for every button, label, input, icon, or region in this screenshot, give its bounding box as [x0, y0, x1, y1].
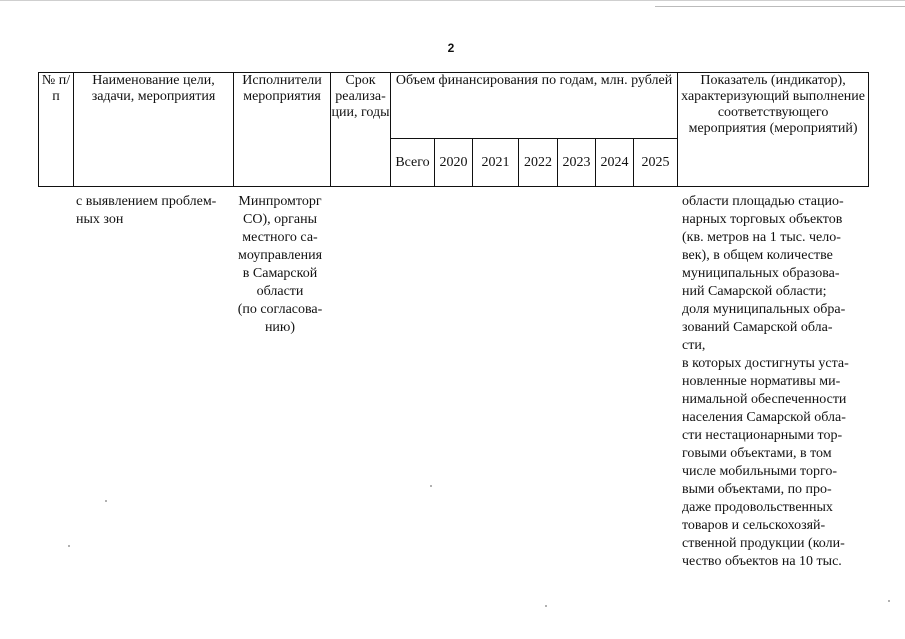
text-line: (кв. метров на 1 тыс. чело- — [682, 230, 841, 245]
header-total: Всего — [391, 139, 435, 187]
text-line: СО), органы — [243, 212, 317, 227]
scan-edge — [0, 0, 905, 4]
text-line: моуправления — [237, 248, 323, 263]
text-line: числе мобильными торго- — [682, 464, 838, 479]
header-funding: Объем финансирования по годам, млн. рублей — [391, 73, 678, 139]
text-line: даже продовольственных — [682, 500, 833, 515]
header-year: 2022 — [519, 139, 558, 187]
header-year: 2023 — [558, 139, 596, 187]
scan-artifact-line — [655, 6, 905, 7]
text-line: доля муниципальных обра- — [682, 302, 846, 317]
text-line: ний Самарской области; — [682, 284, 827, 299]
scan-speck — [105, 500, 107, 502]
row-name — [76, 193, 236, 229]
text-line: новленные нормативы ми- — [682, 374, 841, 389]
text-line: нарных торговых объектов — [682, 212, 843, 227]
scan-speck — [888, 600, 890, 602]
header-executors: Исполнители мероприятия — [234, 73, 331, 187]
text-line: зований Самарской обла- — [682, 320, 833, 335]
text-line: ственной продукции (коли- — [682, 536, 845, 551]
text-line: области площадью стацио- — [682, 194, 844, 209]
text-line: местного са- — [242, 230, 318, 245]
header-year: 2021 — [473, 139, 519, 187]
text-line: (по согласова- — [237, 302, 323, 317]
text-line: век), в общем количестве — [682, 248, 833, 263]
text-line: в которых достигнуты уста- — [682, 356, 849, 371]
text-line: нимальной обеспеченности — [682, 392, 847, 407]
header-year: 2024 — [596, 139, 634, 187]
text-line: сти нестационарными тор- — [682, 428, 843, 443]
text-line: товаров и сельскохозяй- — [682, 518, 826, 533]
page-number: 2 — [447, 41, 455, 55]
header-num: № п/п — [39, 73, 74, 187]
text-line: области — [256, 284, 304, 299]
text-line: населения Самарской обла- — [682, 410, 846, 425]
row-executors — [228, 193, 332, 337]
text-line: в Самарской — [242, 266, 318, 281]
text-line: выми объектами, по про- — [682, 482, 832, 497]
text-line: ных зон — [76, 212, 124, 227]
scan-speck — [545, 605, 547, 607]
text-line: Минпромторг — [238, 194, 322, 209]
table-header — [38, 72, 869, 187]
text-line: с выявлением проблем- — [76, 194, 217, 209]
text-line: говыми объектами, в том — [682, 446, 832, 461]
header-year: 2025 — [634, 139, 678, 187]
header-indicator: Показатель (индикатор), характеризующий выполнение соответствующего мероприятия (мероприятий) — [678, 73, 869, 187]
text-line: муниципальных образова- — [682, 266, 840, 281]
row-indicator — [682, 193, 862, 571]
text-line: чество объектов на 10 тыс. — [682, 554, 842, 569]
header-term: Срок реализа- ции, годы — [331, 73, 391, 187]
scan-speck — [68, 545, 70, 547]
scan-speck — [430, 485, 432, 487]
header-name: Наименование цели, задачи, мероприятия — [74, 73, 234, 187]
text-line: нию) — [264, 320, 296, 335]
text-line: сти, — [682, 338, 706, 353]
header-year: 2020 — [435, 139, 473, 187]
